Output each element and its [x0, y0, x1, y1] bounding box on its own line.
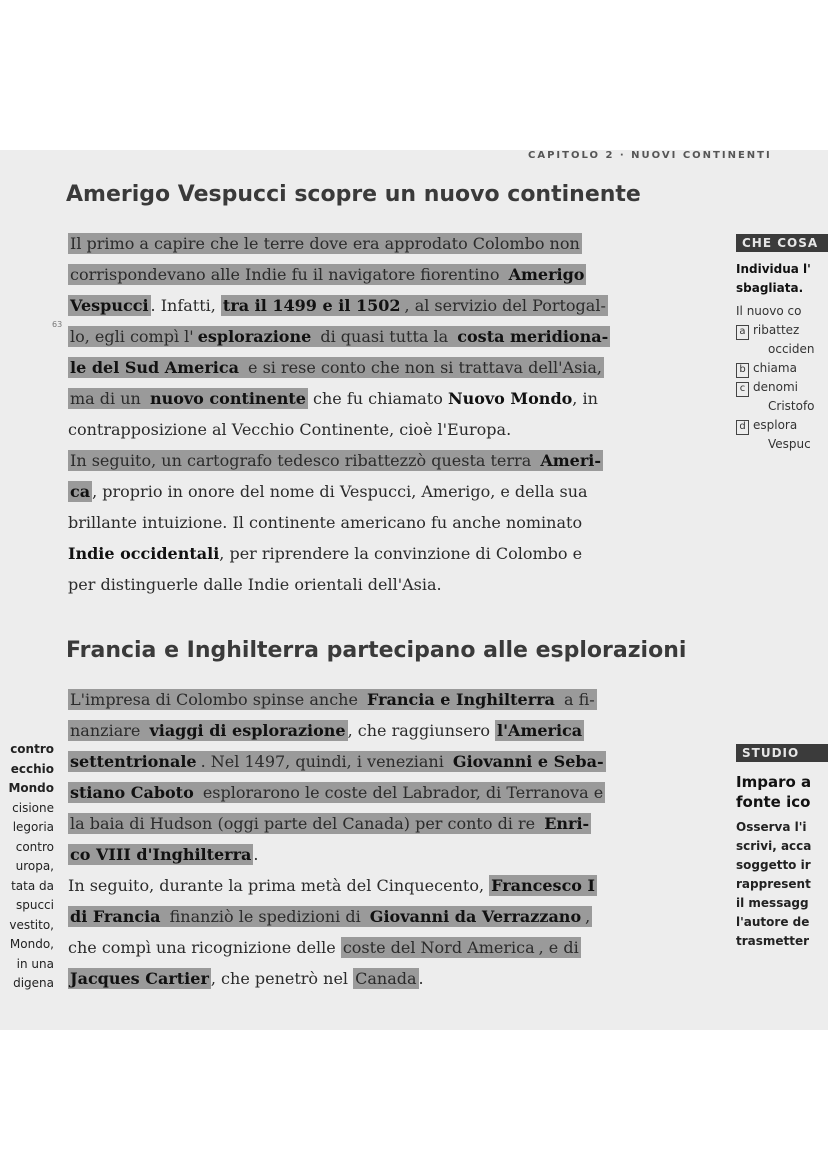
highlighted-text: , e di — [538, 938, 579, 957]
text-line — [68, 538, 720, 569]
page-number: 63 — [52, 320, 63, 329]
highlighted-text: co VIII d'Inghilterra — [70, 845, 252, 864]
option-text: esplora — [753, 418, 798, 432]
exercise-intro: Il nuovo co — [736, 304, 802, 318]
highlighted-text: e si rese conto che non si trattava dell'Asia, — [242, 358, 603, 377]
highlighted-text: Giovanni da Verrazzano — [369, 907, 582, 926]
text-line — [68, 321, 720, 352]
text-segment: , che penetrò nel — [210, 969, 354, 988]
exercise-option[interactable] — [736, 378, 828, 397]
exercise-option[interactable] — [736, 359, 828, 378]
study-body-line: scrivi, acca — [736, 839, 812, 853]
exercise-prompt-line: sbagliata. — [736, 281, 804, 295]
highlighted-text: corrispondevano alle Indie fu il navigatore fiorentino — [70, 265, 505, 284]
text-segment: per distinguerle dalle Indie orientali dell'Asia. — [68, 575, 442, 594]
text-segment: Indie occidentali — [68, 544, 220, 563]
study-body-line: l'autore de — [736, 915, 810, 929]
highlighted-text: Il primo a capire che le terre dove era approdato Colombo non — [70, 234, 580, 253]
highlighted-text: le del Sud America — [70, 358, 239, 377]
highlighted-text: coste del Nord America — [342, 938, 535, 957]
text-line — [68, 290, 720, 321]
text-segment: che fu chiamato — [307, 389, 448, 408]
highlighted-text: L'impresa di Colombo spinse anche — [70, 690, 364, 709]
highlighted-text: di Francia — [70, 907, 161, 926]
highlighted-text: Giovanni e Seba- — [452, 752, 604, 771]
text-line — [68, 383, 720, 414]
highlighted-text: ma di un — [70, 389, 146, 408]
caption-line: in una — [16, 956, 54, 971]
option-letter-box[interactable]: d — [736, 420, 749, 435]
option-text: chiama — [753, 361, 797, 375]
highlighted-text: , al servizio del Portogal- — [404, 296, 606, 315]
text-segment: . Infatti, — [150, 296, 221, 315]
text-segment: , in — [572, 389, 598, 408]
text-segment: brillante intuizione. Il continente americano fu anche nominato — [68, 513, 583, 532]
highlighted-text: Canada — [355, 969, 417, 988]
image-caption — [0, 740, 54, 994]
textbook-page — [0, 150, 828, 1030]
text-segment: . — [253, 845, 259, 864]
option-letter-box[interactable]: a — [736, 325, 749, 340]
option-letter-box[interactable]: c — [736, 382, 749, 397]
caption-line: vestito, — [9, 917, 54, 932]
highlighted-text: l'America — [497, 721, 583, 740]
study-body-line: il messagg — [736, 896, 809, 910]
section-title-vespucci: Amerigo Vespucci scopre un nuovo continente — [66, 182, 641, 207]
caption-line: legoria — [12, 820, 54, 834]
highlighted-text: ca — [70, 482, 91, 501]
paragraph-francia-inghilterra — [68, 684, 720, 994]
text-line — [68, 228, 720, 259]
highlighted-text: tra il 1499 e il 1502 — [222, 296, 401, 315]
study-heading-line: fonte ico — [736, 793, 811, 811]
caption-line: uropa, — [15, 859, 54, 873]
text-line — [68, 445, 720, 476]
caption-line: ecchio — [10, 761, 54, 776]
text-segment: . — [418, 969, 424, 988]
highlighted-text: Francia e Inghilterra — [367, 690, 555, 709]
text-line — [68, 476, 720, 507]
highlighted-text: settentrionale — [70, 752, 197, 771]
text-segment: , che raggiunsero — [347, 721, 496, 740]
caption-line: spucci — [15, 898, 54, 912]
text-segment: In seguito, durante la prima metà del Cinquecento, — [68, 876, 490, 895]
caption-line: contro — [10, 742, 54, 756]
text-line — [68, 932, 720, 963]
highlighted-text: lo, egli compì l' — [70, 327, 194, 346]
text-line — [68, 259, 720, 290]
text-line — [68, 352, 720, 383]
highlighted-text: a fi- — [558, 690, 595, 709]
exercise-tag: CHE COSA — [736, 234, 828, 252]
highlighted-text: esplorarono le coste del Labrador, di Terranova e — [197, 783, 604, 802]
exercise-options — [736, 321, 828, 454]
highlighted-text: Amerigo — [508, 265, 585, 284]
study-body — [736, 818, 828, 951]
highlighted-text: Jacques Cartier — [70, 969, 209, 988]
text-segment: Nuovo Mondo — [447, 389, 573, 408]
text-segment: , per riprendere la convinzione di Colombo e — [219, 544, 583, 563]
option-text-continued: Vespuc — [768, 437, 811, 451]
caption-line: tata da — [11, 878, 54, 893]
highlighted-text: , — [585, 907, 591, 926]
paragraph-vespucci — [68, 228, 720, 600]
caption-line: contro — [15, 839, 54, 854]
highlighted-text: stiano Caboto — [70, 783, 194, 802]
text-segment: che compì una ricognizione delle — [68, 938, 341, 957]
text-line — [68, 715, 720, 746]
caption-line: Mondo — [8, 781, 54, 795]
highlighted-text: . Nel 1497, quindi, i veneziani — [200, 752, 449, 771]
highlighted-text: Vespucci — [70, 296, 149, 315]
text-line — [68, 777, 720, 808]
text-line — [68, 684, 720, 715]
caption-line: cisione — [12, 800, 54, 815]
study-tag: STUDIO — [736, 744, 828, 762]
text-line — [68, 963, 720, 994]
highlighted-text: nanziare — [70, 721, 146, 740]
option-letter-box[interactable]: b — [736, 363, 749, 378]
text-line — [68, 569, 720, 600]
study-body-line: Osserva l'i — [736, 820, 807, 834]
exercise-option[interactable] — [736, 416, 828, 435]
option-text: ribattez — [753, 323, 800, 337]
highlighted-text: nuovo continente — [149, 389, 306, 408]
text-line — [68, 746, 720, 777]
text-line — [68, 414, 720, 445]
option-text-continued: occiden — [768, 342, 815, 356]
highlighted-text: di quasi tutta la — [315, 327, 454, 346]
section-title-francia-inghilterra: Francia e Inghilterra partecipano alle esplorazioni — [66, 638, 687, 663]
caption-line: digena — [13, 976, 54, 990]
study-body-line: trasmetter — [736, 934, 810, 948]
highlighted-text: viaggi di esplorazione — [149, 721, 346, 740]
highlighted-text: finanziò le spedizioni di — [164, 907, 366, 926]
highlighted-text: la baia di Hudson (oggi parte del Canada) per conto di re — [70, 814, 541, 833]
option-text-continued: Cristofo — [768, 399, 815, 413]
exercise-sidebar — [736, 234, 828, 454]
study-heading-line: Imparo a — [736, 773, 812, 791]
text-segment: contrapposizione al Vecchio Continente, cioè l'Europa. — [68, 420, 512, 439]
highlighted-text: In seguito, un cartografo tedesco ribattezzò questa terra — [70, 451, 537, 470]
exercise-prompt-line: Individua l' — [736, 262, 811, 276]
study-sidebar — [736, 744, 828, 951]
text-line — [68, 507, 720, 538]
text-line — [68, 870, 720, 901]
exercise-option[interactable] — [736, 321, 828, 340]
text-line — [68, 808, 720, 839]
highlighted-text: costa meridiona- — [457, 327, 609, 346]
text-line — [68, 839, 720, 870]
highlighted-text: Enri- — [544, 814, 590, 833]
highlighted-text: Francesco I — [491, 876, 596, 895]
option-text: denomi — [753, 380, 798, 394]
study-body-line: rappresent — [736, 877, 811, 891]
caption-line: Mondo, — [9, 937, 54, 951]
highlighted-text: Ameri- — [540, 451, 601, 470]
text-line — [68, 901, 720, 932]
study-body-line: soggetto ir — [736, 858, 811, 872]
highlighted-text: esplorazione — [197, 327, 312, 346]
running-head: CAPITOLO 2 · NUOVI CONTINENTI — [528, 150, 772, 161]
text-segment: , proprio in onore del nome di Vespucci, Amerigo, e della sua — [92, 482, 588, 501]
